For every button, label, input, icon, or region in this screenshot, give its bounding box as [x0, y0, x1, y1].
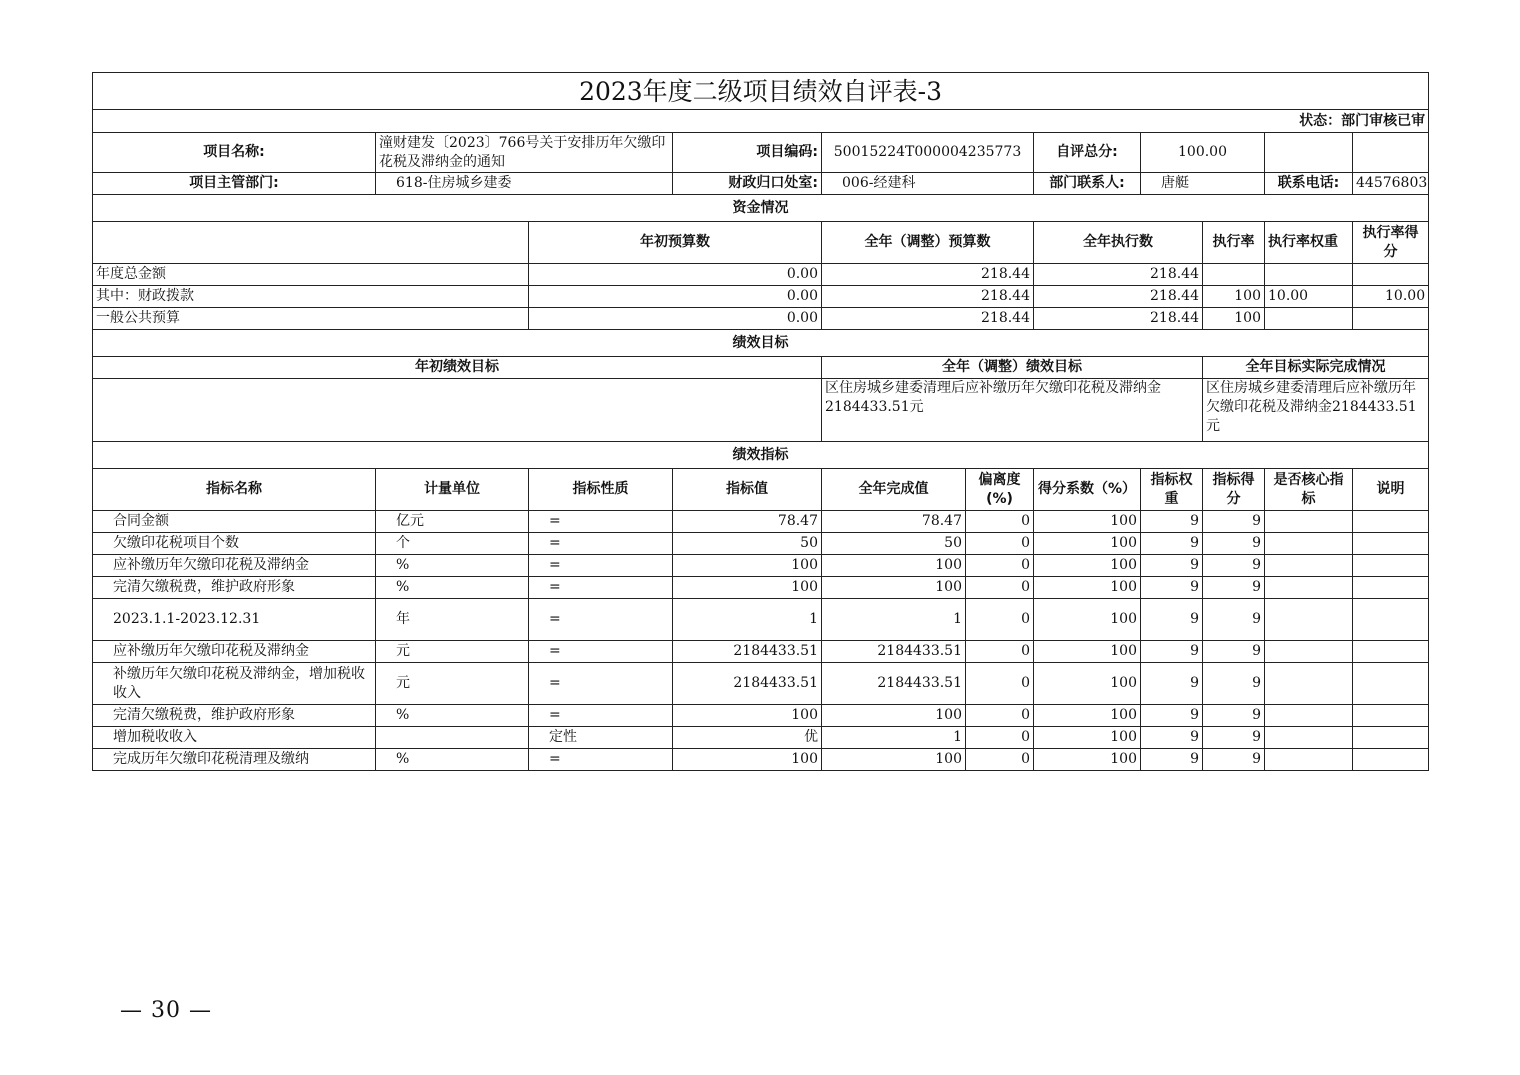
indicator-score: 9 [1203, 641, 1265, 663]
indicator-target: 优 [673, 727, 822, 749]
indicator-name: 完清欠缴税费，维护政府形象 [93, 705, 376, 727]
indicator-nature: = [529, 705, 673, 727]
funds-initial: 0.00 [529, 308, 822, 330]
indicator-header: 计量单位 [376, 469, 529, 511]
indicator-row [93, 663, 1429, 705]
project-info-row [93, 133, 1429, 173]
indicator-coef: 100 [1034, 641, 1141, 663]
indicator-unit: 个 [376, 533, 529, 555]
goals-section-title: 绩效目标 [93, 330, 1429, 357]
indicator-coef: 100 [1034, 727, 1141, 749]
indicator-note [1353, 705, 1429, 727]
indicator-deviation: 0 [966, 599, 1034, 641]
funds-header: 全年（调整）预算数 [822, 222, 1034, 264]
funds-adjusted: 218.44 [822, 286, 1034, 308]
goals-header-row [93, 357, 1429, 379]
funds-adjusted: 218.44 [822, 308, 1034, 330]
indicator-weight: 9 [1141, 533, 1203, 555]
indicator-coef: 100 [1034, 705, 1141, 727]
title-row [93, 73, 1429, 110]
indicator-target: 78.47 [673, 511, 822, 533]
contact-value: 唐艇 [1141, 173, 1265, 195]
funds-row [93, 308, 1429, 330]
indicator-core [1265, 705, 1353, 727]
indicator-score: 9 [1203, 727, 1265, 749]
indicator-score: 9 [1203, 533, 1265, 555]
indicator-unit: % [376, 749, 529, 771]
funds-score: 10.00 [1353, 286, 1429, 308]
indicator-header: 偏离度(%) [966, 469, 1034, 511]
indicator-row [93, 727, 1429, 749]
indicator-unit: % [376, 705, 529, 727]
indicator-header: 全年完成值 [822, 469, 966, 511]
indicator-target: 1 [673, 599, 822, 641]
indicator-core [1265, 533, 1353, 555]
indicator-actual: 2184433.51 [822, 663, 966, 705]
funds-header: 执行率权重 [1265, 222, 1353, 264]
indicator-score: 9 [1203, 663, 1265, 705]
phone-value: 44576803 [1353, 173, 1429, 195]
indicator-deviation: 0 [966, 749, 1034, 771]
indicator-deviation: 0 [966, 511, 1034, 533]
indicator-actual: 100 [822, 749, 966, 771]
indicator-name: 应补缴历年欠缴印花税及滞纳金 [93, 555, 376, 577]
indicator-deviation: 0 [966, 705, 1034, 727]
project-name-label: 项目名称: [93, 133, 376, 173]
phone-label: 联系电话: [1265, 173, 1353, 195]
indicator-header: 指标名称 [93, 469, 376, 511]
indicator-weight: 9 [1141, 727, 1203, 749]
project-code-label: 项目编码: [673, 133, 822, 173]
indicator-note [1353, 577, 1429, 599]
indicator-note [1353, 727, 1429, 749]
adjusted-goal-header: 全年（调整）绩效目标 [822, 357, 1203, 379]
indicator-name: 完清欠缴税费，维护政府形象 [93, 577, 376, 599]
adjusted-goal: 区住房城乡建委清理后应补缴历年欠缴印花税及滞纳金2184433.51元 [822, 379, 1203, 442]
indicator-core [1265, 727, 1353, 749]
indicator-nature: = [529, 555, 673, 577]
indicator-score: 9 [1203, 511, 1265, 533]
indicator-header: 指标值 [673, 469, 822, 511]
indicator-weight: 9 [1141, 577, 1203, 599]
indicator-note [1353, 511, 1429, 533]
indicator-actual: 100 [822, 555, 966, 577]
funds-executed: 218.44 [1034, 264, 1203, 286]
dept-value: 618-住房城乡建委 [376, 173, 673, 195]
indicator-coef: 100 [1034, 599, 1141, 641]
indicator-target: 50 [673, 533, 822, 555]
funds-header: 全年执行数 [1034, 222, 1203, 264]
indicators-header-row [93, 469, 1429, 511]
total-score: 100.00 [1141, 133, 1265, 173]
page-number: — 30 — [120, 998, 212, 1023]
funds-header-row [93, 222, 1429, 264]
indicator-note [1353, 749, 1429, 771]
indicator-row [93, 749, 1429, 771]
indicator-coef: 100 [1034, 577, 1141, 599]
indicator-weight: 9 [1141, 705, 1203, 727]
funds-row [93, 264, 1429, 286]
indicator-unit: % [376, 577, 529, 599]
indicator-actual: 50 [822, 533, 966, 555]
funds-header: 年初预算数 [529, 222, 822, 264]
indicator-unit: 年 [376, 599, 529, 641]
indicator-score: 9 [1203, 577, 1265, 599]
indicator-note [1353, 663, 1429, 705]
indicator-core [1265, 599, 1353, 641]
indicator-nature: = [529, 511, 673, 533]
funds-score [1353, 264, 1429, 286]
indicator-deviation: 0 [966, 663, 1034, 705]
indicator-name: 合同金额 [93, 511, 376, 533]
indicator-core [1265, 577, 1353, 599]
empty-cell [93, 222, 529, 264]
indicator-nature: = [529, 749, 673, 771]
indicator-row [93, 599, 1429, 641]
indicator-core [1265, 555, 1353, 577]
funds-initial: 0.00 [529, 286, 822, 308]
indicator-weight: 9 [1141, 663, 1203, 705]
empty-cell [1353, 133, 1429, 173]
project-code: 50015224T000004235773 [822, 133, 1034, 173]
initial-goal [93, 379, 822, 442]
dept-row [93, 173, 1429, 195]
indicator-coef: 100 [1034, 663, 1141, 705]
indicator-row [93, 511, 1429, 533]
indicator-weight: 9 [1141, 749, 1203, 771]
indicator-name: 补缴历年欠缴印花税及滞纳金，增加税收收入 [93, 663, 376, 705]
indicator-header: 指标权重 [1141, 469, 1203, 511]
funds-initial: 0.00 [529, 264, 822, 286]
indicator-score: 9 [1203, 705, 1265, 727]
indicator-core [1265, 641, 1353, 663]
funds-adjusted: 218.44 [822, 264, 1034, 286]
indicator-coef: 100 [1034, 533, 1141, 555]
funds-row-name: 其中：财政拨款 [93, 286, 529, 308]
indicator-note [1353, 599, 1429, 641]
funds-executed: 218.44 [1034, 286, 1203, 308]
indicator-name: 2023.1.1-2023.12.31 [93, 599, 376, 641]
indicator-actual: 100 [822, 705, 966, 727]
indicator-deviation: 0 [966, 533, 1034, 555]
indicator-name: 完成历年欠缴印花税清理及缴纳 [93, 749, 376, 771]
indicator-actual: 2184433.51 [822, 641, 966, 663]
funds-weight: 10.00 [1265, 286, 1353, 308]
indicator-target: 100 [673, 749, 822, 771]
initial-goal-header: 年初绩效目标 [93, 357, 822, 379]
indicator-header: 得分系数（%） [1034, 469, 1141, 511]
indicator-target: 100 [673, 577, 822, 599]
indicator-nature: = [529, 577, 673, 599]
indicator-header: 是否核心指标 [1265, 469, 1353, 511]
indicator-unit [376, 727, 529, 749]
indicator-target: 100 [673, 555, 822, 577]
empty-cell [1265, 133, 1353, 173]
indicator-weight: 9 [1141, 641, 1203, 663]
indicator-unit: % [376, 555, 529, 577]
indicator-core [1265, 749, 1353, 771]
indicator-row [93, 555, 1429, 577]
funds-rate [1203, 264, 1265, 286]
page-title: 2023年度二级项目绩效自评表-3 [93, 73, 1429, 110]
indicator-core [1265, 663, 1353, 705]
indicator-target: 2184433.51 [673, 641, 822, 663]
funds-weight [1265, 264, 1353, 286]
indicator-unit: 亿元 [376, 511, 529, 533]
status-text: 状态：部门审核已审 [93, 110, 1429, 133]
indicator-row [93, 705, 1429, 727]
indicator-header: 指标得分 [1203, 469, 1265, 511]
indicator-note [1353, 533, 1429, 555]
dept-label: 项目主管部门: [93, 173, 376, 195]
indicator-score: 9 [1203, 555, 1265, 577]
indicator-row [93, 533, 1429, 555]
indicator-weight: 9 [1141, 555, 1203, 577]
indicator-core [1265, 511, 1353, 533]
indicator-deviation: 0 [966, 727, 1034, 749]
indicator-row [93, 577, 1429, 599]
indicator-target: 100 [673, 705, 822, 727]
indicator-deviation: 0 [966, 641, 1034, 663]
indicator-note [1353, 555, 1429, 577]
indicator-note [1353, 641, 1429, 663]
indicator-coef: 100 [1034, 511, 1141, 533]
indicator-weight: 9 [1141, 599, 1203, 641]
funds-header: 执行率 [1203, 222, 1265, 264]
office-value: 006-经建科 [822, 173, 1034, 195]
funds-header: 执行率得分 [1353, 222, 1429, 264]
indicator-actual: 78.47 [822, 511, 966, 533]
indicator-actual: 1 [822, 599, 966, 641]
indicator-coef: 100 [1034, 555, 1141, 577]
funds-rate: 100 [1203, 286, 1265, 308]
indicator-target: 2184433.51 [673, 663, 822, 705]
funds-row-name: 一般公共预算 [93, 308, 529, 330]
indicator-actual: 100 [822, 577, 966, 599]
indicator-deviation: 0 [966, 577, 1034, 599]
indicator-nature: = [529, 599, 673, 641]
indicator-weight: 9 [1141, 511, 1203, 533]
indicator-name: 应补缴历年欠缴印花税及滞纳金 [93, 641, 376, 663]
indicator-header: 指标性质 [529, 469, 673, 511]
actual-goal: 区住房城乡建委清理后应补缴历年欠缴印花税及滞纳金2184433.51元 [1203, 379, 1429, 442]
funds-weight [1265, 308, 1353, 330]
indicator-name: 增加税收收入 [93, 727, 376, 749]
indicator-deviation: 0 [966, 555, 1034, 577]
indicator-unit: 元 [376, 641, 529, 663]
score-label: 自评总分: [1034, 133, 1141, 173]
office-label: 财政归口处室: [673, 173, 822, 195]
indicator-score: 9 [1203, 599, 1265, 641]
indicator-nature: = [529, 663, 673, 705]
funds-executed: 218.44 [1034, 308, 1203, 330]
evaluation-table [92, 72, 1429, 771]
funds-score [1353, 308, 1429, 330]
status-row [93, 110, 1429, 133]
indicator-nature: = [529, 533, 673, 555]
funds-row-name: 年度总金额 [93, 264, 529, 286]
indicators-section-title: 绩效指标 [93, 442, 1429, 469]
indicator-header: 说明 [1353, 469, 1429, 511]
indicator-nature: 定性 [529, 727, 673, 749]
actual-goal-header: 全年目标实际完成情况 [1203, 357, 1429, 379]
funds-rate: 100 [1203, 308, 1265, 330]
indicator-row [93, 641, 1429, 663]
funds-section-row [93, 195, 1429, 222]
indicators-section-row [93, 442, 1429, 469]
funds-row [93, 286, 1429, 308]
indicator-unit: 元 [376, 663, 529, 705]
goals-section-row [93, 330, 1429, 357]
project-name: 潼财建发〔2023〕766号关于安排历年欠缴印花税及滞纳金的通知 [376, 133, 673, 173]
goals-row [93, 379, 1429, 442]
indicator-score: 9 [1203, 749, 1265, 771]
indicator-actual: 1 [822, 727, 966, 749]
funds-section-title: 资金情况 [93, 195, 1429, 222]
contact-label: 部门联系人: [1034, 173, 1141, 195]
indicator-name: 欠缴印花税项目个数 [93, 533, 376, 555]
indicator-nature: = [529, 641, 673, 663]
indicator-coef: 100 [1034, 749, 1141, 771]
